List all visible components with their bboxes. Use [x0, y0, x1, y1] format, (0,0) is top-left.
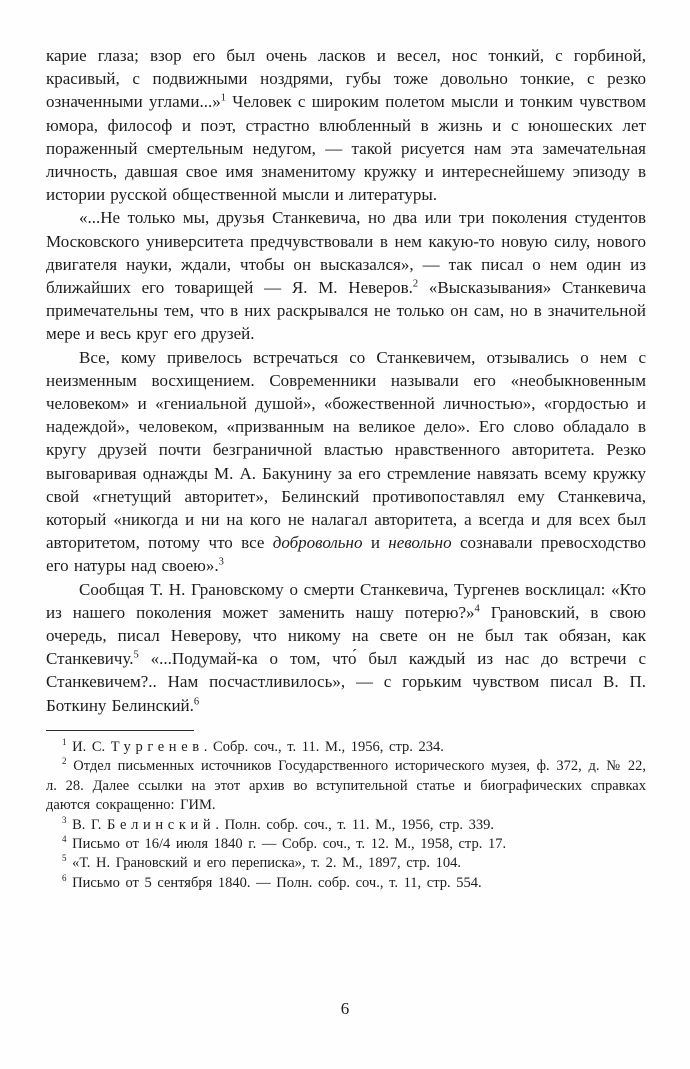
footnote-ref: 4: [62, 834, 67, 845]
text-run: карие глаза; взор его был очень ласков и весел, нос тонкий, с горбиной, красивый, с подвижными ноздрями, губы тоже довольно тонкие, с резко означенными углами...»: [46, 46, 646, 112]
footnote: [46, 835, 646, 854]
text-run: Грановский, в свою очередь, писал Неверову, что никому на свете он не был так обязан, как Станкевичу.: [46, 602, 646, 669]
text-run: «...Подумай-ка о том, что́ был каждый из нас до встречи с Станкевичем?.. Нам посчастливилось», — с горьким чувством писал В. П. Боткину Белинский.: [46, 649, 646, 715]
footnote-ref: 3: [218, 556, 224, 568]
footnote: [46, 854, 646, 873]
text-run: сознавали превосходство его натуры над своею».: [46, 533, 646, 576]
footnote-separator: [46, 730, 194, 731]
page-number: 6: [340, 999, 350, 1018]
spaced-author-name: Белинский: [107, 816, 216, 833]
text-run: И. С.: [66, 738, 111, 755]
text-run: Все, кому привелось встречаться со Станкевичем, отзывались о нем с неизменным восхищением. Современники называли его «необыкновенным человеком» и «гениальной душой», «божественной личностью», «гордостью и надеждой», человеком, «призванным на великое дело». Его слово обладало в кругу друзей почти безграничной властью нравственного авторитета. Резко выговаривая однажды М. А. Бакунину за его стремление навязать всему кружку свой «гнетущий авторитет», Белинский противопоставлял ему Станкевича, который «никогда и ни на кого не налагал авторитета, а всегда и для всех был авторитетом, потому что все: [46, 347, 646, 553]
footnote-ref: 3: [62, 814, 67, 825]
text-run: «Т. Н. Грановский и его переписка», т. 2. М., 1897, стр. 104.: [66, 855, 462, 872]
footnote-ref: 5: [133, 649, 139, 661]
paragraph: [46, 346, 646, 578]
footnote-ref: 6: [62, 872, 67, 883]
text-run: «...Не только мы, друзья Станкевича, но два или три поколения студентов Московского университета предчувствовали в нем какую-то новую силу, нового двигателя науки, ждали, чтобы он высказался», — так писал о нем один из ближайших его товарищей — Я. М. Неверов.: [46, 208, 646, 298]
paragraph: [46, 44, 646, 206]
footnote: [46, 738, 646, 757]
text-run: Человек с широким полетом мысли и тонким чувством юмора, философ и поэт, страстно влюбленный в жизнь и с юношеских лет пораженный смертельным недугом, — такой рисуется нам эта замечательная личность, давшая свое имя знаменитому кружку и интереснейшему эпизоду в истории русской общественной мысли и литературы.: [46, 92, 646, 205]
text-run: и: [362, 533, 389, 553]
footnote-ref: 6: [193, 696, 200, 708]
footnote-ref: 5: [62, 853, 67, 864]
footnote: [46, 816, 646, 835]
text-run: . Полн. собр. соч., т. 11. М., 1956, стр. 339.: [215, 816, 494, 833]
italic-text: добровольно: [272, 533, 363, 553]
spaced-author-name: Тургенев: [110, 738, 204, 755]
footnotes: [46, 738, 646, 893]
footnote: [46, 874, 646, 893]
paragraph: [46, 578, 646, 717]
footnote-ref: 2: [412, 278, 419, 290]
text-run: «Высказывания» Станкевича примечательны тем, что в них раскрывался не только он сам, но в значительной мере и весь круг его друзей.: [46, 278, 647, 344]
footnote-ref: 4: [474, 603, 480, 615]
footnote: [46, 757, 646, 815]
text-run: Письмо от 5 сентября 1840. — Полн. собр. соч., т. 11, стр. 554.: [66, 874, 482, 891]
text-run: . Собр. соч., т. 11. М., 1956, стр. 234.: [203, 738, 444, 755]
paragraph: [46, 206, 646, 345]
text-run: Отдел письменных источников Государственного исторического музея, ф. 372, д. № 22, л. 28. Далее ссылки на этот архив во вступительной статье и биографических справках даются сокращенно: ГИМ.: [46, 758, 646, 814]
text-run: Письмо от 16/4 июля 1840 г. — Собр. соч., т. 12. М., 1958, стр. 17.: [66, 835, 507, 852]
body-text: [46, 44, 646, 717]
footnote-ref: 2: [62, 756, 67, 767]
footnote-ref: 1: [62, 737, 67, 748]
text-run: В. Г.: [66, 816, 108, 833]
footnote-ref: 1: [220, 92, 227, 104]
text-run: Сообщая Т. Н. Грановскому о смерти Станкевича, Тургенев восклицал: «Кто из нашего поколения может заменить нашу потерю?»: [46, 579, 646, 622]
italic-text: невольно: [388, 533, 452, 553]
